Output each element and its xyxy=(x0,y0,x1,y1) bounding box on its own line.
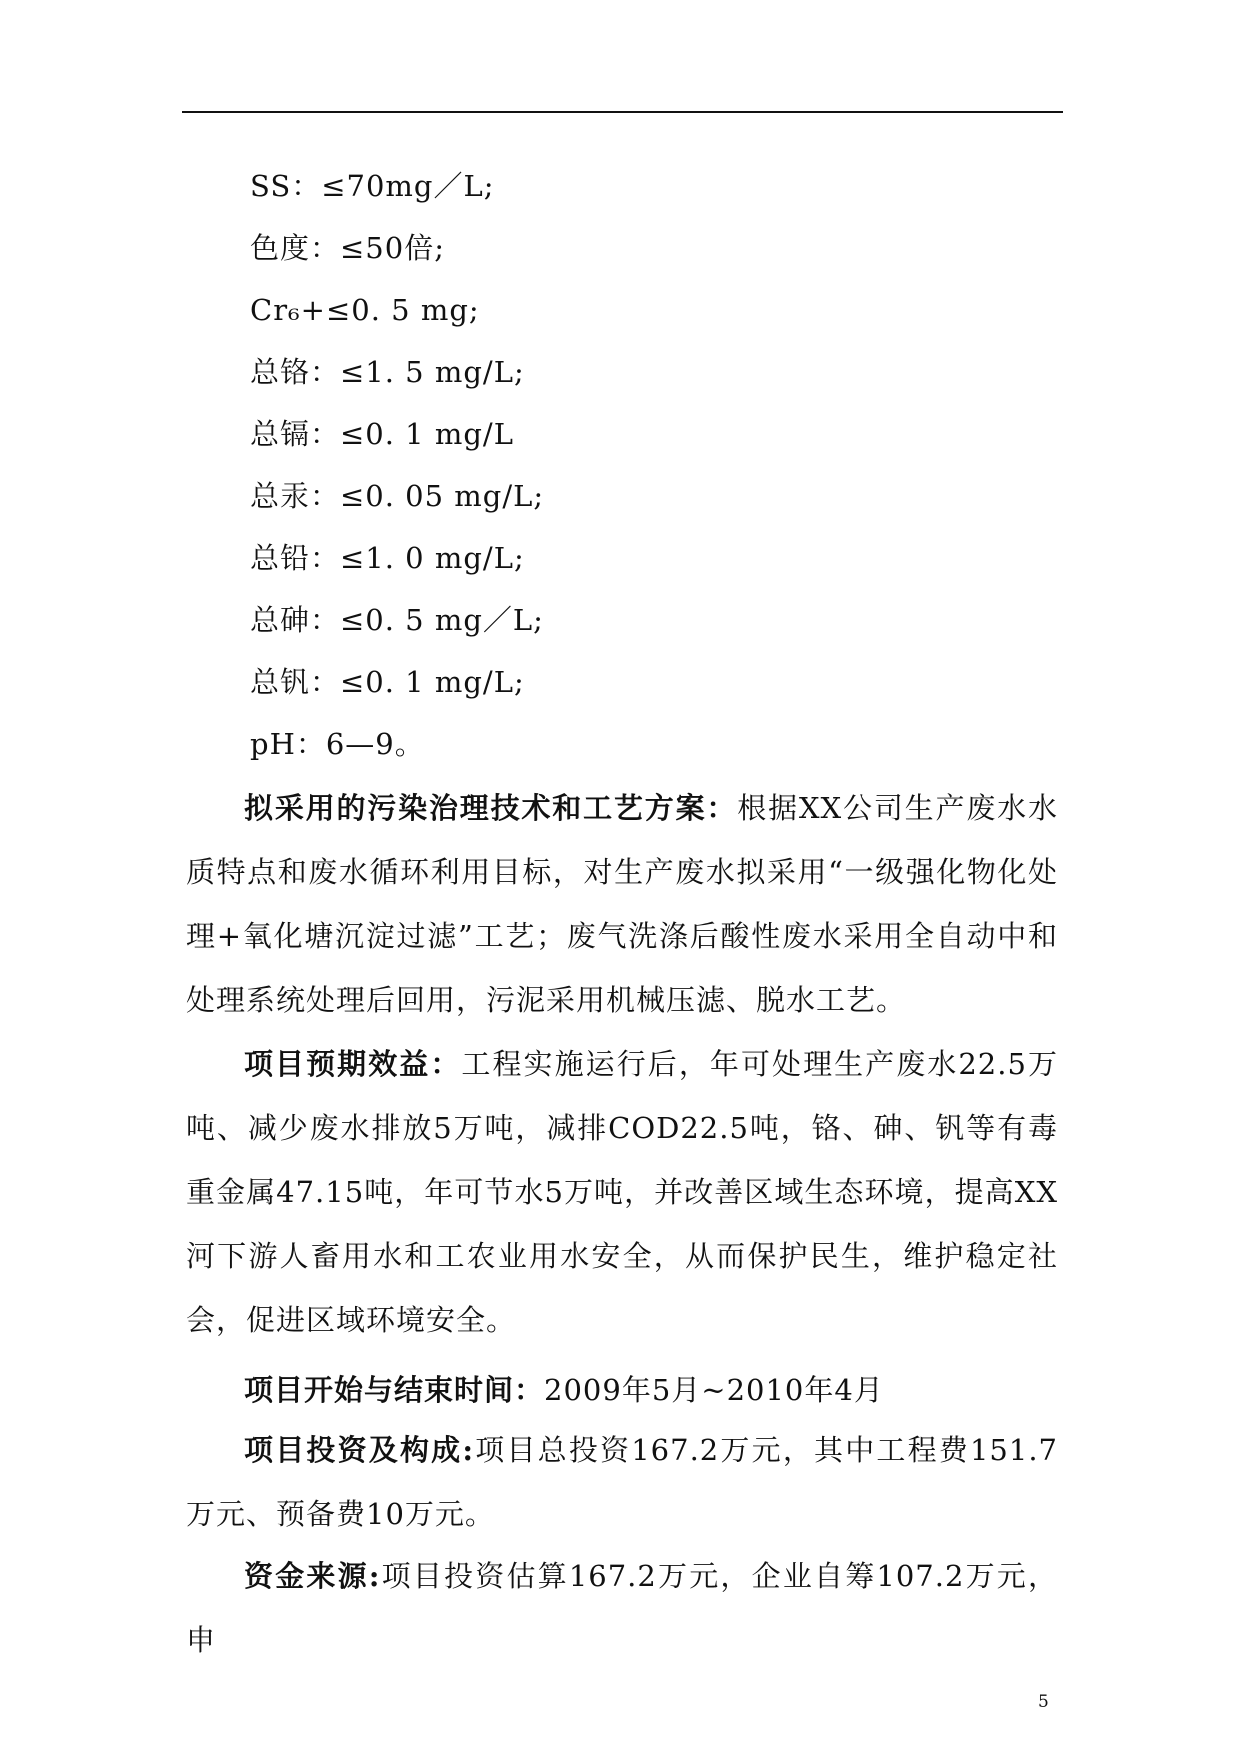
timeline-text: 2009年5月~2010年4月 xyxy=(544,1373,884,1407)
process-paragraph xyxy=(186,776,1058,1032)
investment-text: 项目总投资167.2万元，其中工程费151.7万元、预备费10万元。 xyxy=(186,1433,1058,1531)
benefit-label: 项目预期效益： xyxy=(244,1047,462,1081)
standard-item-ph: pH：6—9。 xyxy=(250,727,425,761)
funding-label: 资金来源: xyxy=(244,1559,381,1593)
standard-item-cr6: Cr₆+≤0. 5 mg; xyxy=(250,293,480,327)
standard-item-ss: SS：≤70mg／L; xyxy=(250,169,495,203)
discharge-standards-list xyxy=(250,155,544,775)
standard-item-total-cadmium: 总镉：≤0. 1 mg/L xyxy=(250,417,514,451)
investment-paragraph xyxy=(186,1418,1058,1546)
standard-item-total-arsenic: 总砷：≤0. 5 mg／L; xyxy=(250,603,544,637)
standard-item-color: 色度：≤50倍; xyxy=(250,231,445,265)
investment-label: 项目投资及构成: xyxy=(244,1433,475,1467)
standard-item-total-chromium: 总铬：≤1. 5 mg/L; xyxy=(250,355,525,389)
funding-paragraph xyxy=(186,1544,1058,1672)
timeline-paragraph xyxy=(186,1358,1058,1422)
standard-item-total-mercury: 总汞：≤0. 05 mg/L; xyxy=(250,479,545,513)
funding-text: 项目投资估算167.2万元，企业自筹107.2万元，申 xyxy=(186,1559,1058,1657)
standard-item-total-vanadium: 总钒：≤0. 1 mg/L; xyxy=(250,665,525,699)
process-text: 根据XX公司生产废水水质特点和废水循环利用目标，对生产废水拟采用“一级强化物化处理+氧化塘沉淀过滤”工艺；废气洗涤后酸性废水采用全自动中和处理系统处理后回用，污泥采用机械压滤、脱水工艺。 xyxy=(186,791,1058,1017)
page-number: 5 xyxy=(1038,1692,1049,1712)
benefit-text: 工程实施运行后，年可处理生产废水22.5万吨、减少废水排放5万吨，减排COD22.5吨，铬、砷、钒等有毒重金属47.15吨，年可节水5万吨，并改善区域生态环境，提高XX河下游人畜用水和工农业用水安全，从而保护民生，维护稳定社会，促进区域环境安全。 xyxy=(186,1047,1058,1337)
timeline-label: 项目开始与结束时间： xyxy=(244,1373,545,1407)
header-rule xyxy=(182,111,1063,113)
standard-item-total-lead: 总铅：≤1. 0 mg/L; xyxy=(250,541,525,575)
process-label: 拟采用的污染治理技术和工艺方案： xyxy=(244,791,738,825)
benefit-paragraph xyxy=(186,1032,1058,1352)
